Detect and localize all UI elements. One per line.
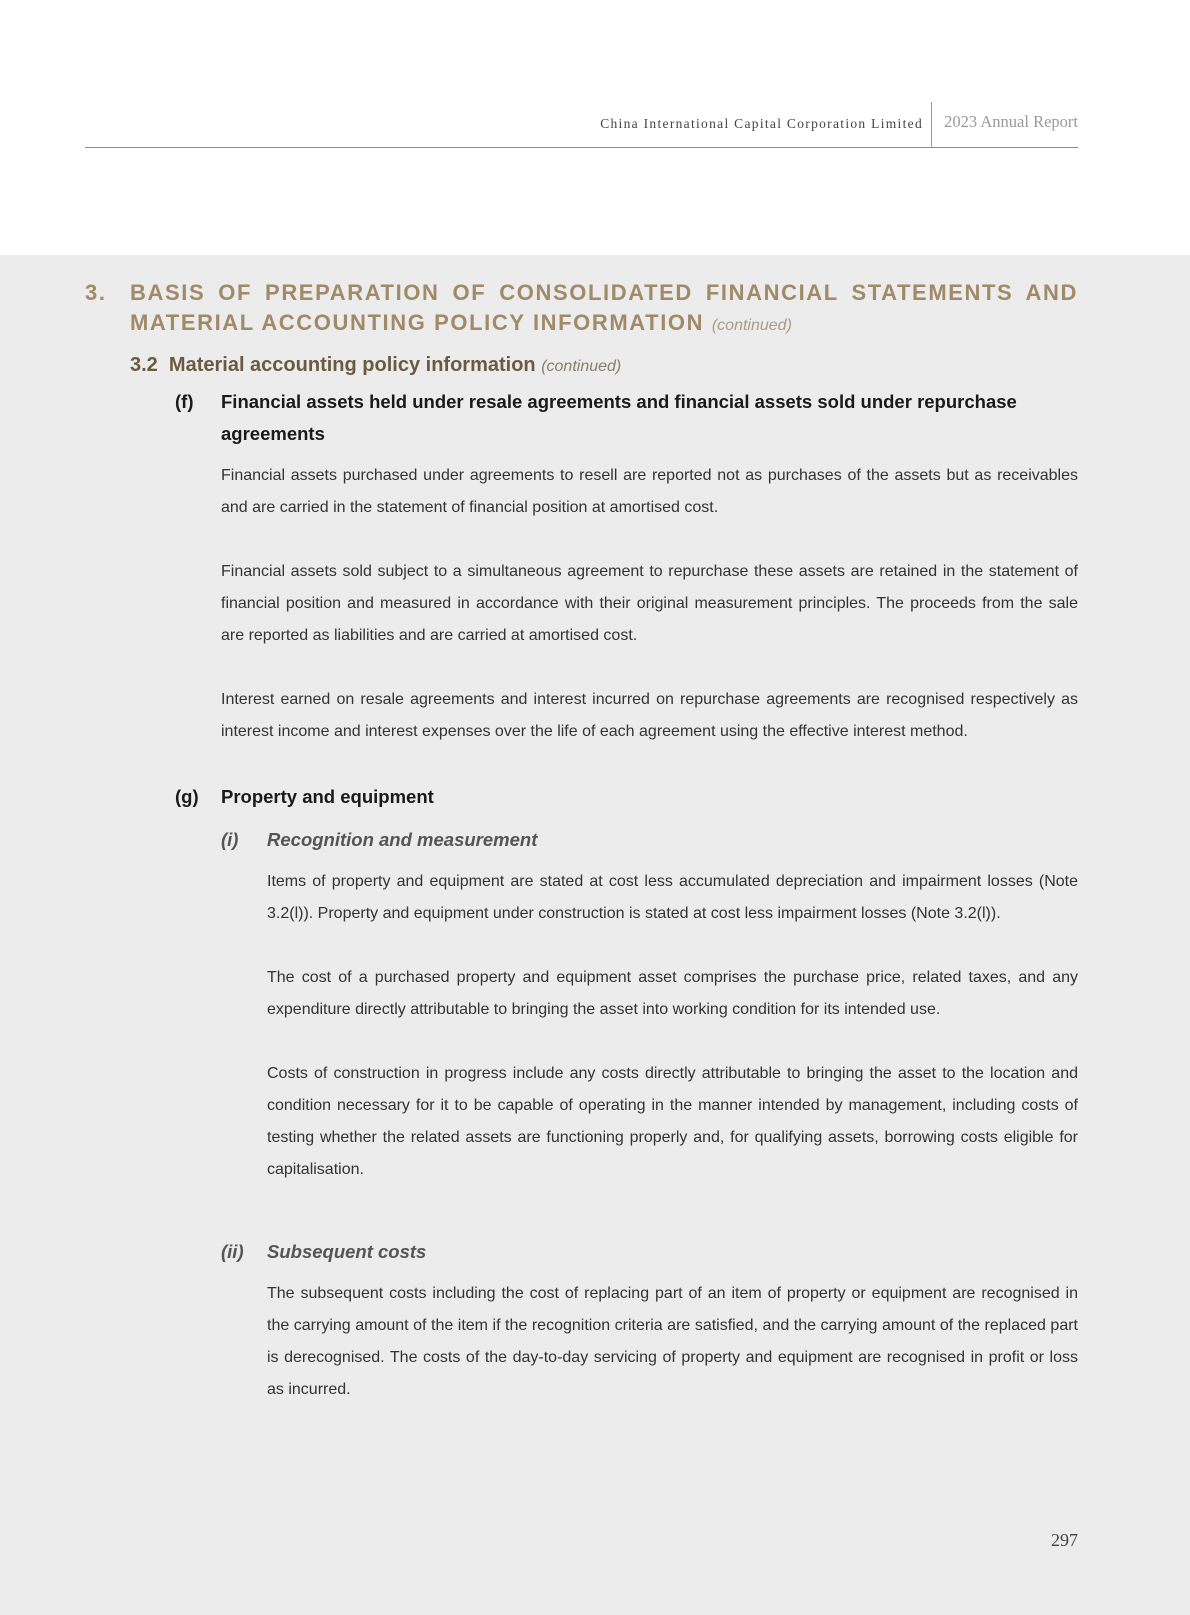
item-title: Subsequent costs bbox=[267, 1241, 427, 1262]
paragraph: Costs of construction in progress include any costs directly attributable to bringing the asset to the location and condition necessary for it to be capable of operating in the manner intended by management, including costs of testing whether the related assets are functioning properly and, for qualifying assets, borrowing costs eligible for capitalisation. bbox=[267, 1065, 1078, 1178]
page-body bbox=[0, 255, 1190, 1615]
section-g bbox=[175, 781, 1078, 813]
item-label: (i) bbox=[221, 829, 239, 850]
paragraph: The subsequent costs including the cost of replacing part of an item of property or equipment are recognised in the carrying amount of the item if the recognition criteria are satisfied, and the carrying amount of the replaced part is derecognised. The costs of the day-to-day servicing of property and equipment are recognised in profit or loss as incurred. bbox=[267, 1285, 1078, 1398]
subsection-title: 3.2 Material accounting policy information bbox=[130, 354, 536, 376]
subsection-g-i bbox=[221, 824, 1078, 1202]
paragraph: Interest earned on resale agreements and interest incurred on repurchase agreements are recognised respectively as interest income and interest expenses over the life of each agreement using the effective interest method. bbox=[221, 691, 1078, 740]
company-name: China International Capital Corporation Limited bbox=[600, 116, 923, 131]
section-title: BASIS OF PREPARATION OF CONSOLIDATED FINANCIAL STATEMENTS AND MATERIAL ACCOUNTING POLICY INFORMATION bbox=[130, 280, 1078, 335]
section-number: 3. bbox=[85, 280, 107, 305]
header-divider bbox=[931, 102, 932, 147]
paragraph: Items of property and equipment are stated at cost less accumulated depreciation and impairment losses (Note 3.2(l)). Property and equipment under construction is stated at cost less impairment losses (Note 3.2(l)). bbox=[267, 873, 1078, 922]
item-label: (ii) bbox=[221, 1241, 244, 1262]
section-continued: (continued) bbox=[711, 317, 792, 334]
report-title: 2023 Annual Report bbox=[944, 112, 1078, 131]
item-title: Financial assets held under resale agreements and financial assets sold under repurchase agreements bbox=[221, 391, 1017, 444]
item-title: Property and equipment bbox=[221, 786, 434, 807]
subsection-continued: (continued) bbox=[541, 358, 622, 375]
item-title: Recognition and measurement bbox=[267, 829, 538, 850]
item-label: (f) bbox=[175, 391, 194, 412]
subsection-g-ii bbox=[221, 1236, 1078, 1422]
section-f bbox=[175, 386, 1078, 764]
paragraph: Financial assets purchased under agreements to resell are reported not as purchases of the assets but as receivables and are carried in the statement of financial position at amortised cost. bbox=[221, 467, 1078, 516]
section-heading bbox=[85, 278, 1078, 341]
item-label: (g) bbox=[175, 786, 199, 807]
subsection-heading bbox=[130, 354, 621, 377]
page-header bbox=[85, 98, 1078, 148]
paragraph: Financial assets sold subject to a simultaneous agreement to repurchase these assets are retained in the statement of financial position and measured in accordance with their original measurement principles. The proceeds from the sale are reported as liabilities and are carried at amortised cost. bbox=[221, 563, 1078, 644]
page-number: 297 bbox=[1051, 1530, 1078, 1550]
paragraph: The cost of a purchased property and equipment asset comprises the purchase price, related taxes, and any expenditure directly attributable to bringing the asset into working condition for its intended use. bbox=[267, 969, 1078, 1018]
